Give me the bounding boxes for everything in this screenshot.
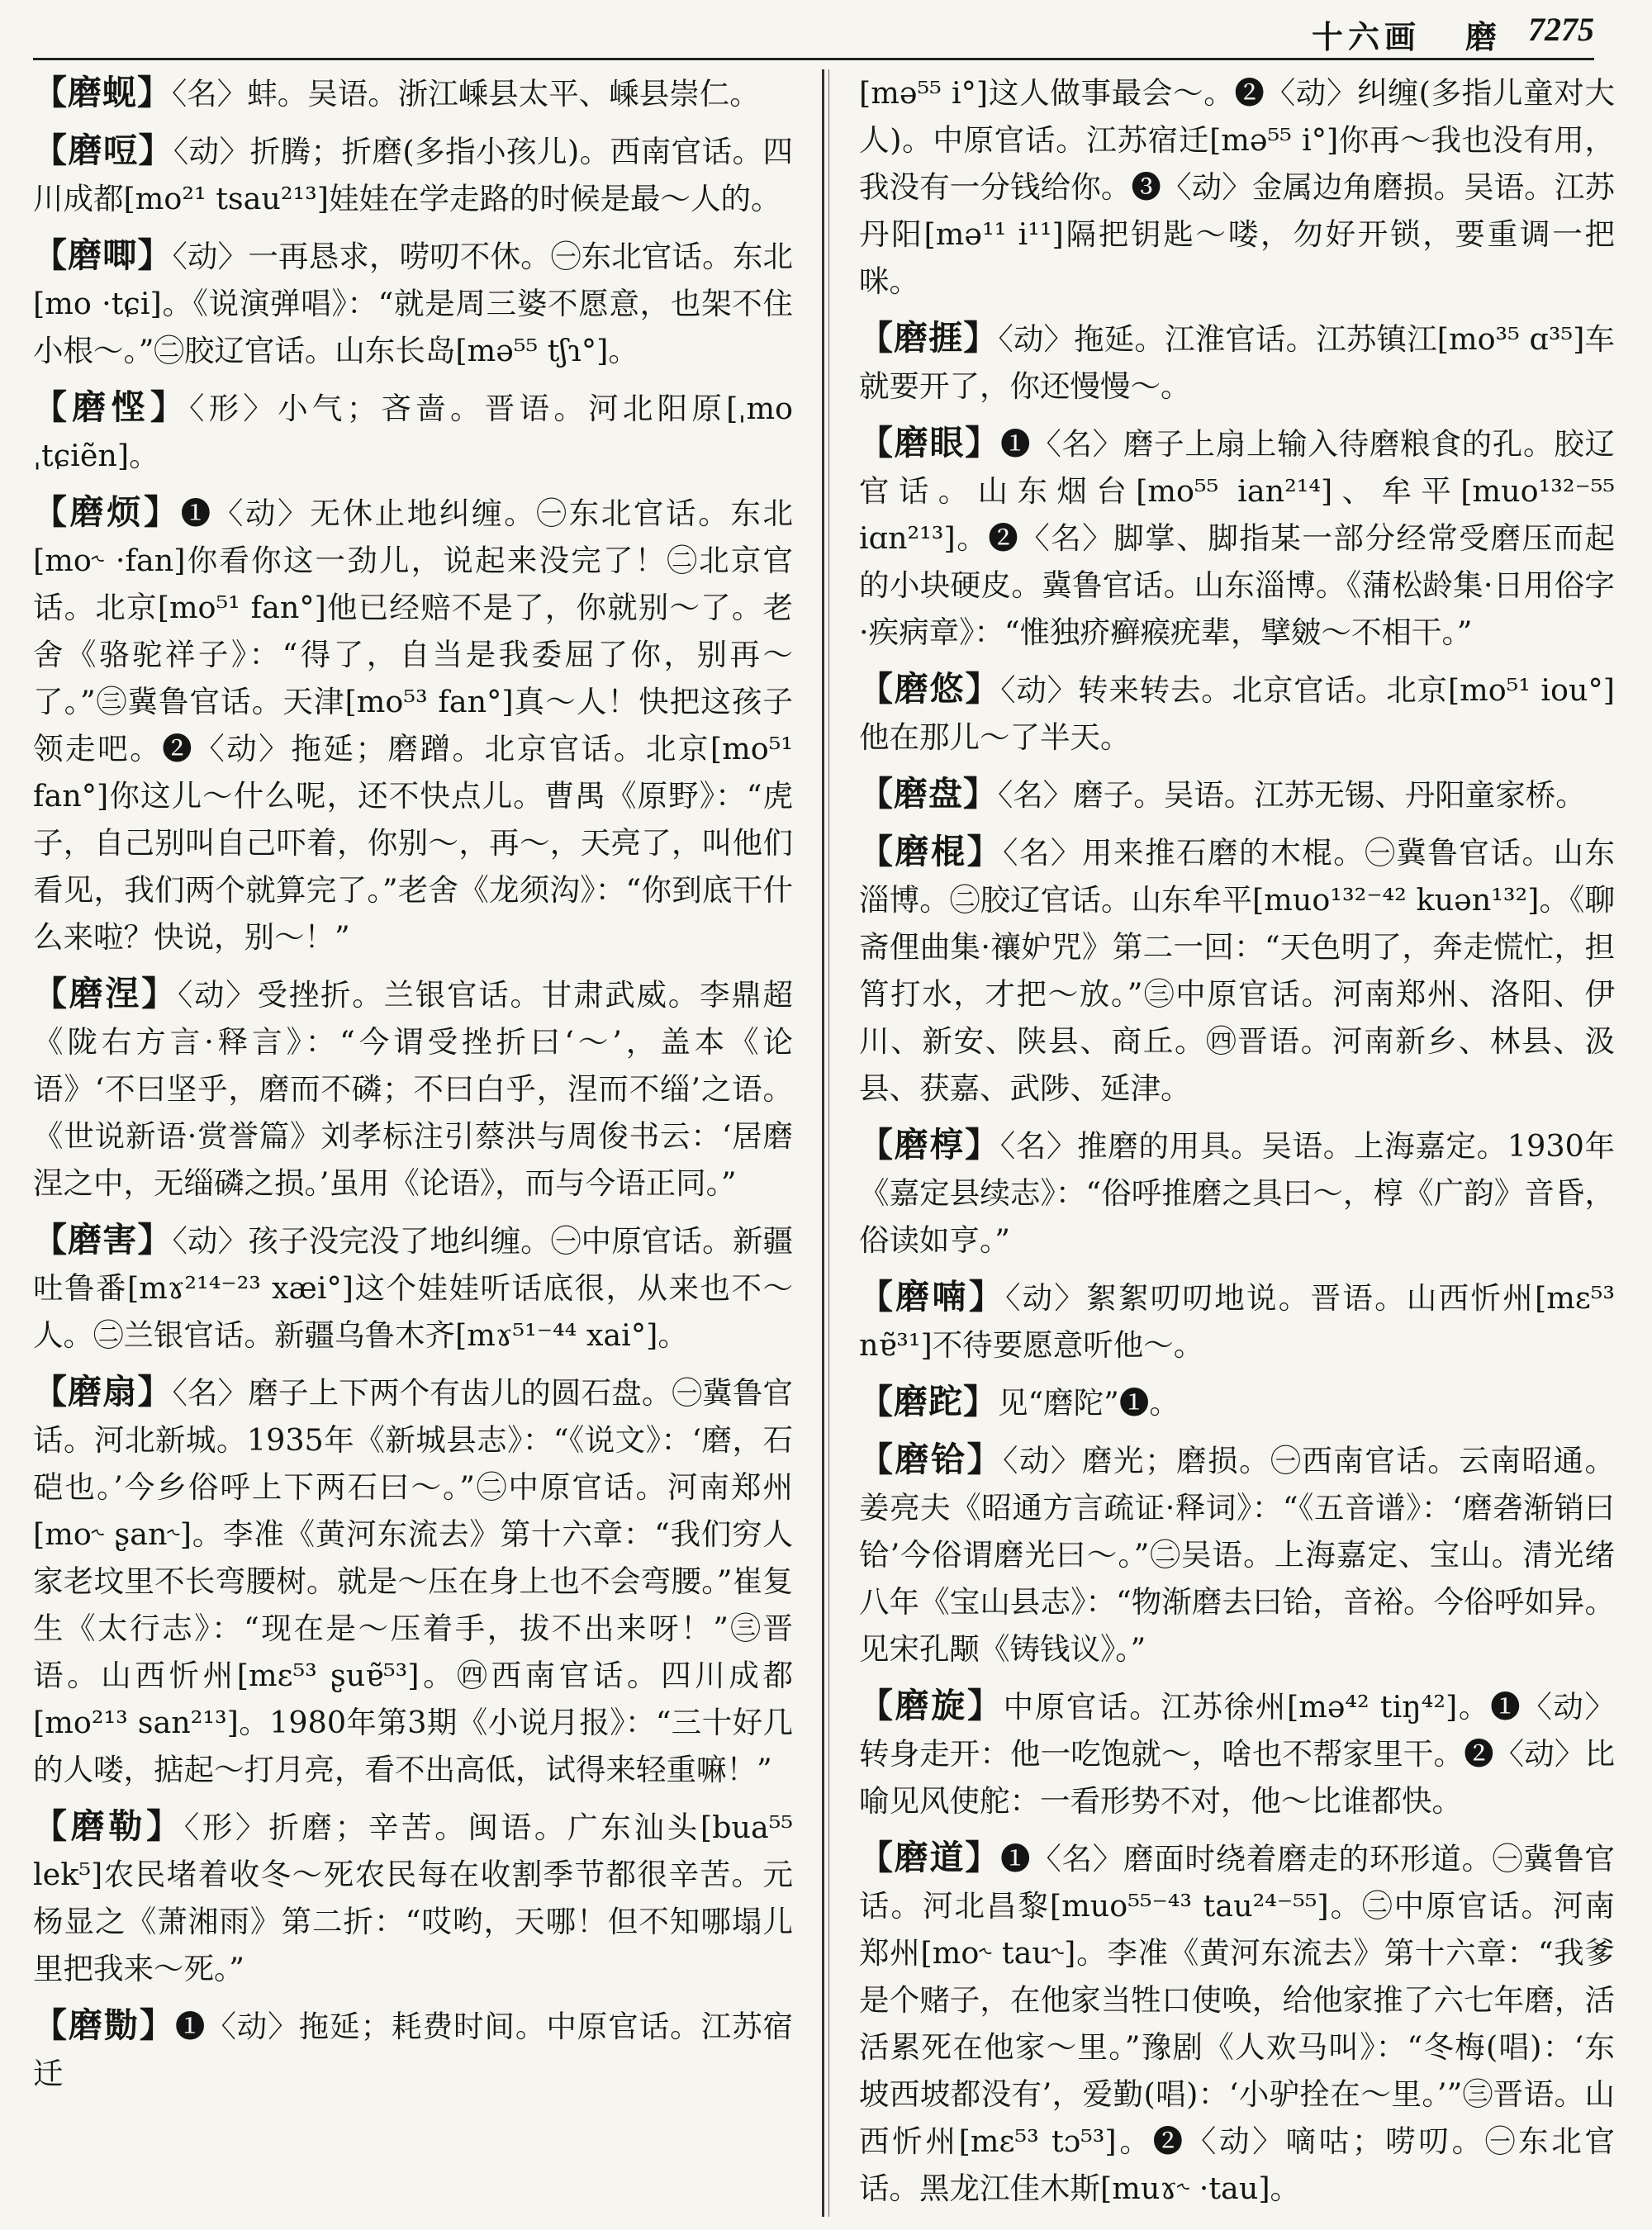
entry-headword: 【 磨喃 】: [859, 1277, 1005, 1317]
entry: [859, 1122, 1615, 1264]
entry-definition: 见“磨陀”❶。: [998, 1385, 1180, 1421]
entry: [33, 1803, 793, 1992]
entry: [859, 1378, 1615, 1426]
column-divider-thin: [828, 69, 829, 2217]
entry-headword: 【 磨哣 】: [33, 130, 173, 170]
entry-headword: 【 磨旋 】: [859, 1686, 1004, 1725]
entry-definition: 〈动〉磨光；磨损。㊀西南官话。云南昭通。姜亮夫《昭通方言疏证·释词》：“《五音谱》：‘磨砻渐销曰铪’今俗谓磨光曰～。”㊁吴语。上海嘉定、宝山。清光绪八年《宝山县志》：“物渐磨去曰铪，音裕。今俗呼如异。见宋孔颙《铸钱议》。”: [859, 1443, 1615, 1667]
entry: [859, 1682, 1615, 1824]
entry-definition: 〈名〉磨子。吴语。江苏无锡、丹阳童家桥。: [998, 777, 1586, 813]
entry: [859, 1436, 1615, 1672]
entry: [33, 489, 793, 961]
page-header: [0, 0, 1652, 53]
entry: [859, 315, 1615, 410]
entry: [33, 127, 793, 222]
entry-headword: 【 磨勚 】: [33, 2005, 175, 2045]
entry: [859, 420, 1615, 656]
entry-headword: 【 磨眼 】: [859, 423, 1000, 463]
entry-definition: 〈形〉小气；吝啬。晋语。河北阳原[ˌmo ˌtɕiẽn]。: [33, 391, 793, 473]
entry-definition: 〈形〉折磨；辛苦。闽语。广东汕头[bua⁵⁵ lek⁵]农民堵着收冬～死农民每在收割季节都很辛苦。元杨显之《萧湘雨》第二折：“哎哟，天哪！但不知哪塌儿里把我来～死。”: [33, 1810, 793, 1986]
entry-definition: 中原官话。江苏徐州[mə⁴² tiŋ⁴²]。❶〈动〉转身走开：他一吃饱就～，啥也不帮家里干。❷〈动〉比喻见风使舵：一看形势不对，他～比谁都快。: [859, 1689, 1615, 1819]
entry-headword: 【 磨害 】: [33, 1220, 173, 1260]
entry-headword: 【 磨捱 】: [859, 318, 999, 358]
entry-headword: 【 磨盘 】: [859, 774, 998, 814]
entry-headword: 【 磨椁 】: [859, 1125, 1000, 1165]
entry-definition: 〈动〉拖延。江淮官话。江苏镇江[mo³⁵ ɑ³⁵]车就要开了，你还慢慢～。: [859, 321, 1615, 404]
entry-definition: 〈动〉受挫折。兰银官话。甘肃武威。李鼎超《陇右方言·释言》：“今谓受挫折曰‘～’，盖本《论语》‘不曰坚乎，磨而不磷；不曰白乎，涅而不缁’之语。《世说新语·赏誉篇》刘孝标注引蔡洪与周俊书云：‘居磨涅之中，无缁磷之损。’虽用《论语》，而与今语正同。”: [33, 977, 793, 1201]
entry-headword: 【 磨勒 】: [33, 1806, 184, 1846]
entry-definition: 〈动〉折腾；折磨(多指小孩儿)。西南官话。四川成都[mo²¹ tsau²¹³]娃娃在学走路的时候是最～人的。: [33, 134, 793, 216]
entry: [859, 666, 1615, 761]
entry-continuation: [mə⁵⁵ i°]这人做事最会～。❷〈动〉纠缠(多指儿童对大人)。中原官话。江苏宿迁[mə⁵⁵ i°]你再～我也没有用，我没有一分钱给你。❸〈动〉金属边角磨损。吴语。江苏丹阳[mə¹¹ i¹¹]隔把钥匙～喽，勿好开锁，要重调一把咪。: [859, 75, 1615, 299]
entry: [33, 1217, 793, 1359]
entry-headword: 【 磨铪 】: [859, 1440, 1003, 1479]
entry: [859, 1274, 1615, 1369]
entry: [859, 828, 1615, 1112]
entry-headword: 【 磨棍 】: [859, 832, 1003, 871]
entry-definition: ❶〈动〉拖延；耗费时间。中原官话。江苏宿迁: [33, 2009, 793, 2091]
entry: [33, 384, 793, 479]
entry-headword: 【 磨跎 】: [859, 1382, 998, 1421]
entry-definition: 〈动〉转来转去。北京官话。北京[mo⁵¹ iou°]他在那儿～了半天。: [859, 672, 1615, 755]
entry-definition: 〈名〉磨子上下两个有齿儿的圆石盘。㊀冀鲁官话。河北新城。1935年《新城县志》：“《说文》：‘磨，石硙也。’今乡俗呼上下两石曰～。”㊁中原官话。河南郑州[mo˞ ʂan˞]。李准《黄河东流去》第十六章：“我们穷人家老坟里不长弯腰树。就是～压在身上也不会弯腰。”崔复生《太行志》：“现在是～压着手，拔不出来呀！”㊂晋语。山西忻州[mɛ⁵³ ʂuɐ̃⁵³]。㊃西南官话。四川成都[mo²¹³ san²¹³]。1980年第3期《小说月报》：“三十好几的人喽，掂起～打月亮，看不出高低，试得来轻重嘛！”: [33, 1375, 793, 1787]
entry: [33, 2002, 793, 2097]
entry-headword: 【 磨烦 】: [33, 492, 181, 532]
entry-definition: ❶〈名〉磨面时绕着磨走的环形道。㊀冀鲁官话。河北昌黎[muo⁵⁵⁻⁴³ tau²⁴⁻⁵⁵]。㊁中原官话。河南郑州[mo˞ tau˞]。李准《黄河东流去》第十六章：“我爹是个赌子，在他家当牲口使唤，给他家推了六七年磨，活活累死在他家～里。”豫剧《人欢马叫》：“冬梅(唱)：‘东坡西坡都没有’，爱勤(唱)：‘小驴拴在～里。’”㊂晋语。山西忻州[mɛ⁵³ tɔ⁵³]。❷〈动〉嘀咕；唠叨。㊀东北官话。黑龙江佳木斯[muɤ˞ ·tau]。: [859, 1841, 1615, 2206]
entry-definition: 〈动〉絮絮叨叨地说。晋语。山西忻州[mɛ⁵³ nɐ̃³¹]不待要愿意听他～。: [859, 1280, 1615, 1363]
entry-definition: 〈动〉孩子没完没了地纠缠。㊀中原官话。新疆吐鲁番[mɤ²¹⁴⁻²³ xæi°]这个娃娃听话底很，从来也不～人。㊁兰银官话。新疆乌鲁木齐[mɤ⁵¹⁻⁴⁴ xai°]。: [33, 1223, 793, 1353]
entry: [33, 970, 793, 1207]
column-divider: [822, 69, 824, 2217]
header-character: 磨: [1464, 18, 1497, 55]
entry-headword: 【 磨悭 】: [33, 387, 189, 427]
entry-headword: 【 磨唧 】: [33, 235, 173, 275]
entry-definition: 〈名〉推磨的用具。吴语。上海嘉定。1930年《嘉定县续志》：“俗呼推磨之具曰～，椁《广韵》音昏，俗读如亨。”: [859, 1128, 1615, 1258]
section-label: 十六画: [1311, 18, 1421, 55]
entry-definition: 〈动〉一再恳求，唠叨不休。㊀东北官话。东北[mo ·tɕi]。《说演弹唱》：“就是周三婆不愿意，也架不住小根～。”㊁胶辽官话。山东长岛[mə⁵⁵ tʃɿ°]。: [33, 239, 793, 368]
header-rule: [33, 58, 1594, 60]
entry: [859, 1834, 1615, 2212]
right-column: [859, 69, 1615, 2217]
entry-definition: ❶〈动〉无休止地纠缠。㊀东北官话。东北[mo˞ ·fan]你看你这一劲儿，说起来没完了！㊁北京官话。北京[mo⁵¹ fan°]他已经赔不是了，你就别～了。老舍《骆驼祥子》：“得了，自当是我委屈了你，别再～了。”㊂冀鲁官话。天津[mo⁵³ fan°]真～人！快把这孩子领走吧。❷〈动〉拖延；磨蹭。北京官话。北京[mo⁵¹ fan°]你这儿～什么呢，还不快点儿。曹禺《原野》：“虎子，自己别叫自己吓着，你别～，再～，天亮了，叫他们看见，我们两个就算完了。”老舍《龙须沟》：“你到底干什么来啦？快说，别～！”: [33, 496, 793, 955]
entry-headword: 【 磨扇 】: [33, 1372, 173, 1412]
entry-definition: ❶〈名〉磨子上扇上输入待磨粮食的孔。胶辽官话。山东烟台[mo⁵⁵ ian²¹⁴]、牟平[muo¹³²⁻⁵⁵ iɑn²¹³]。❷〈名〉脚掌、脚指某一部分经常受磨压而起的小块硬皮。冀鲁官话。山东淄博。《蒲松龄集·日用俗字·疾病章》：“惟独疥癣瘊疣辈，擘皴～不相干。”: [859, 426, 1615, 650]
entry: [33, 69, 793, 117]
entry-headword: 【 磨悠 】: [859, 669, 1000, 709]
entry-headword: 【 磨涅 】: [33, 974, 178, 1013]
entry-headword: 【 磨道 】: [859, 1838, 1000, 1877]
entry: [33, 1369, 793, 1793]
entry: [33, 232, 793, 374]
page-number: 7275: [1528, 11, 1594, 48]
entry-headword: 【 磨蚬 】: [33, 73, 172, 112]
left-column: [33, 69, 793, 2217]
entry: [859, 771, 1615, 818]
entry-definition: 〈名〉蚌。吴语。浙江嵊县太平、嵊县崇仁。: [172, 76, 760, 112]
entry-definition: 〈名〉用来推石磨的木棍。㊀冀鲁官话。山东淄博。㊁胶辽官话。山东牟平[muo¹³²⁻⁴² kuən¹³²]。《聊斋俚曲集·禳妒咒》第二一回：“天色明了，奔走慌忙，担筲打水，才把～放。”㊂中原官话。河南郑州、洛阳、伊川、新安、陕县、商丘。㊃晋语。河南新乡、林县、汲县、获嘉、武陟、延津。: [859, 835, 1615, 1106]
